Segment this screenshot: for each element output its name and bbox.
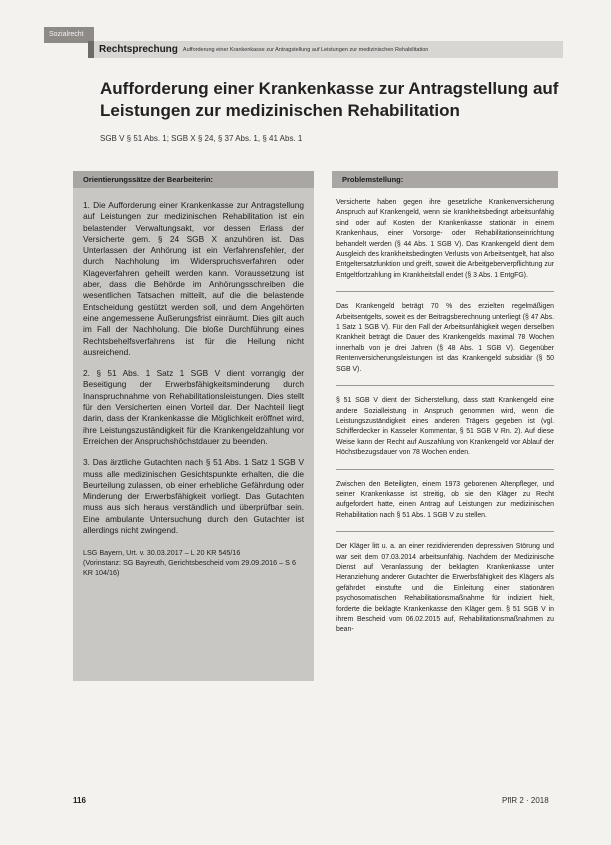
problem-paragraph: Zwischen den Beteiligten, einem 1973 geborenen Altenpfleger, und seiner Krankenkasse ist streitig, ob sie den Kläger zu Recht aufgefordert hatte, einen Antrag auf Leistungen zur medizinischen Rehabilitation nach § 51 Abs. 1 SGB V zu stellen. xyxy=(336,480,554,519)
guideline-item: 3. Das ärztliche Gutachten nach § 51 Abs. 1 Satz 1 SGB V muss alle medizinischen Gesichtspunkte erhalten, die die Beurteilung zulassen, ob einer erhebliche Gefährdung oder Minderung der Erwerbsfähigkeit vorliegt. Das Gutachten muss aus sich heraus verständlich und überprüfbar sein. Eine ambulante Untersuchung durch den Gutachter ist allerdings nicht zwingend. xyxy=(83,457,304,536)
divider xyxy=(336,469,554,470)
problem-paragraph: § 51 SGB V dient der Sicherstellung, dass statt Krankengeld eine andere Sozialleistung in Anspruch genommen wird, wenn die Leistungszuständigkeit eines anderen Trägers gegeben ist (vgl. Schifferdecker in Kasseler Kommentar, § 51 SGB V Rn. 2). Auf diese Weise kann der Recht auf Auszahlung von Krankengeld vor Ablauf der Höchstbezugsdauer von 78 Wochen enden. xyxy=(336,397,554,457)
citation-line: (Vorinstanz: SG Bayreuth, Gerichtsbescheid vom 29.09.2016 – S 6 KR 104/16) xyxy=(83,558,296,578)
rubric-subtitle: Aufforderung einer Krankenkasse zur Antragstellung auf Leistungen zur medizinischen Rehabilitation xyxy=(182,46,429,53)
section-label: Sozialrecht xyxy=(44,27,94,43)
page-number: 116 xyxy=(73,796,86,805)
law-references: SGB V § 51 Abs. 1; SGB X § 24, § 37 Abs. 1, § 41 Abs. 1 xyxy=(100,134,303,143)
guideline-item: 1. Die Aufforderung einer Krankenkasse zur Antragstellung auf Leistungen zur medizinischen Rehabilitation ist ein belastender Verwaltungsakt, vor dessen Erlass der Versicherte gem. § 24 SGB X anzuhören ist. Das Unterlassen der Anhörung ist ein Verfahrensfehler, der durch Nachholung im Widerspruchsverfahren oder Klageverfahren geheilt werden kann. Voraussetzung ist aber, dass die Behörde im Anhörungsschreiben die wesentlichen Tatsachen mitteilt, auf die die belastende Entscheidung gestützt werden soll, und dem Angehörten eine angemessene Äußerungsfrist einräumt. Dies gilt auch im Fall der Nachholung. Die bloße Durchführung eines Rechtsbehelfsverfahrens ist für die Heilung nicht ausreichend. xyxy=(83,200,304,357)
problem-section xyxy=(332,171,558,636)
journal-reference: PflR 2 · 2018 xyxy=(502,796,549,805)
divider xyxy=(336,385,554,386)
rubric-marker xyxy=(88,41,94,58)
divider xyxy=(336,531,554,532)
problem-paragraph: Der Kläger litt u. a. an einer rezidivierenden depressiven Störung und war seit dem 07.03.2014 arbeitsunfähig. Nachdem der Medizinische Dienst auf Veranlassung der beklagten Krankenkasse unter Heranziehung anderer Gutachter die Erwerbsfähigkeit des Klägers als gefährdet einstufte und die Einleitung einer stationären psychosomatischen Rehabilitationsmaßnahme für indiziert hielt, forderte die beklagte Krankenkasse den Kläger gem. § 51 SGB V in ihrem Bescheid vom 06.02.2015 auf, Rehabilitationsmaßnahmen zu bean- xyxy=(336,543,554,634)
citation-line: LSG Bayern, Urt. v. 30.03.2017 – L 20 KR 545/16 xyxy=(83,548,241,558)
guideline-item: 2. § 51 Abs. 1 Satz 1 SGB V dient vorrangig der Beseitigung der Erwerbsfähigkeitsminderung durch Inanspruchnahme von Rehabilitationsleistungen. Dies stellt für den Versicherten einen Vorteil dar. Der Nachteil liegt darin, dass der Krankenkasse die Möglichkeit eröffnet wird, ihre Leistungszuständigkeit für die Krankengeldzahlung vor Erreichen der Anspruchshöchstdauer zu beenden. xyxy=(83,368,304,446)
article-title: Aufforderung einer Krankenkasse zur Antragstellung auf Leistungen zur medizinischen Rehabilitation xyxy=(100,79,559,120)
problem-paragraph: Das Krankengeld beträgt 70 % des erzielten regelmäßigen Arbeitsentgelts, soweit es der Beitragsberechnung unterliegt (§ 47 Abs. 1 Satz 1 SGB V). Für den Fall der Arbeitsunfähigkeit wegen derselben Krankheit beträgt die Dauer des Krankengelds maximal 78 Wochen innerhalb von je drei Jahren (§ 48 Abs. 1 SGB V). Gegenüber Rentenversicherungsleistungen ist das Krankengeld subsidiär (§ 50 SGB V). xyxy=(336,303,554,373)
divider xyxy=(336,291,554,292)
rubric-bar xyxy=(88,41,563,58)
problem-paragraph: Versicherte haben gegen ihre gesetzliche Krankenversicherung Anspruch auf Krankengeld, wenn sie krankheitsbedingt arbeitsunfähig sind oder auf Kosten der Krankenkasse stationär in einem Krankenhaus, einer Vorsorge- oder Rehabilitationseinrichtung behandelt werden (§ 44 Abs. 1 SGB V). Das Krankengeld dient dem Ausgleich des krankheitsbedingten Verlusts von Arbeitsentgelt, hat also Entgeltersatzfunktion und greift, soweit die Arbeitgeberverpflichtung zur Entgeltfortzahlung im Krankheitsfall endet (§ 3 Abs. 1 EntgFG). xyxy=(336,199,554,279)
problem-header: Problemstellung: xyxy=(332,171,558,188)
guidelines-box xyxy=(73,171,314,681)
court-citation xyxy=(83,548,304,578)
rubric-title: Rechtsprechung xyxy=(99,44,178,55)
guidelines-header: Orientierungssätze der Bearbeiterin: xyxy=(73,171,314,188)
